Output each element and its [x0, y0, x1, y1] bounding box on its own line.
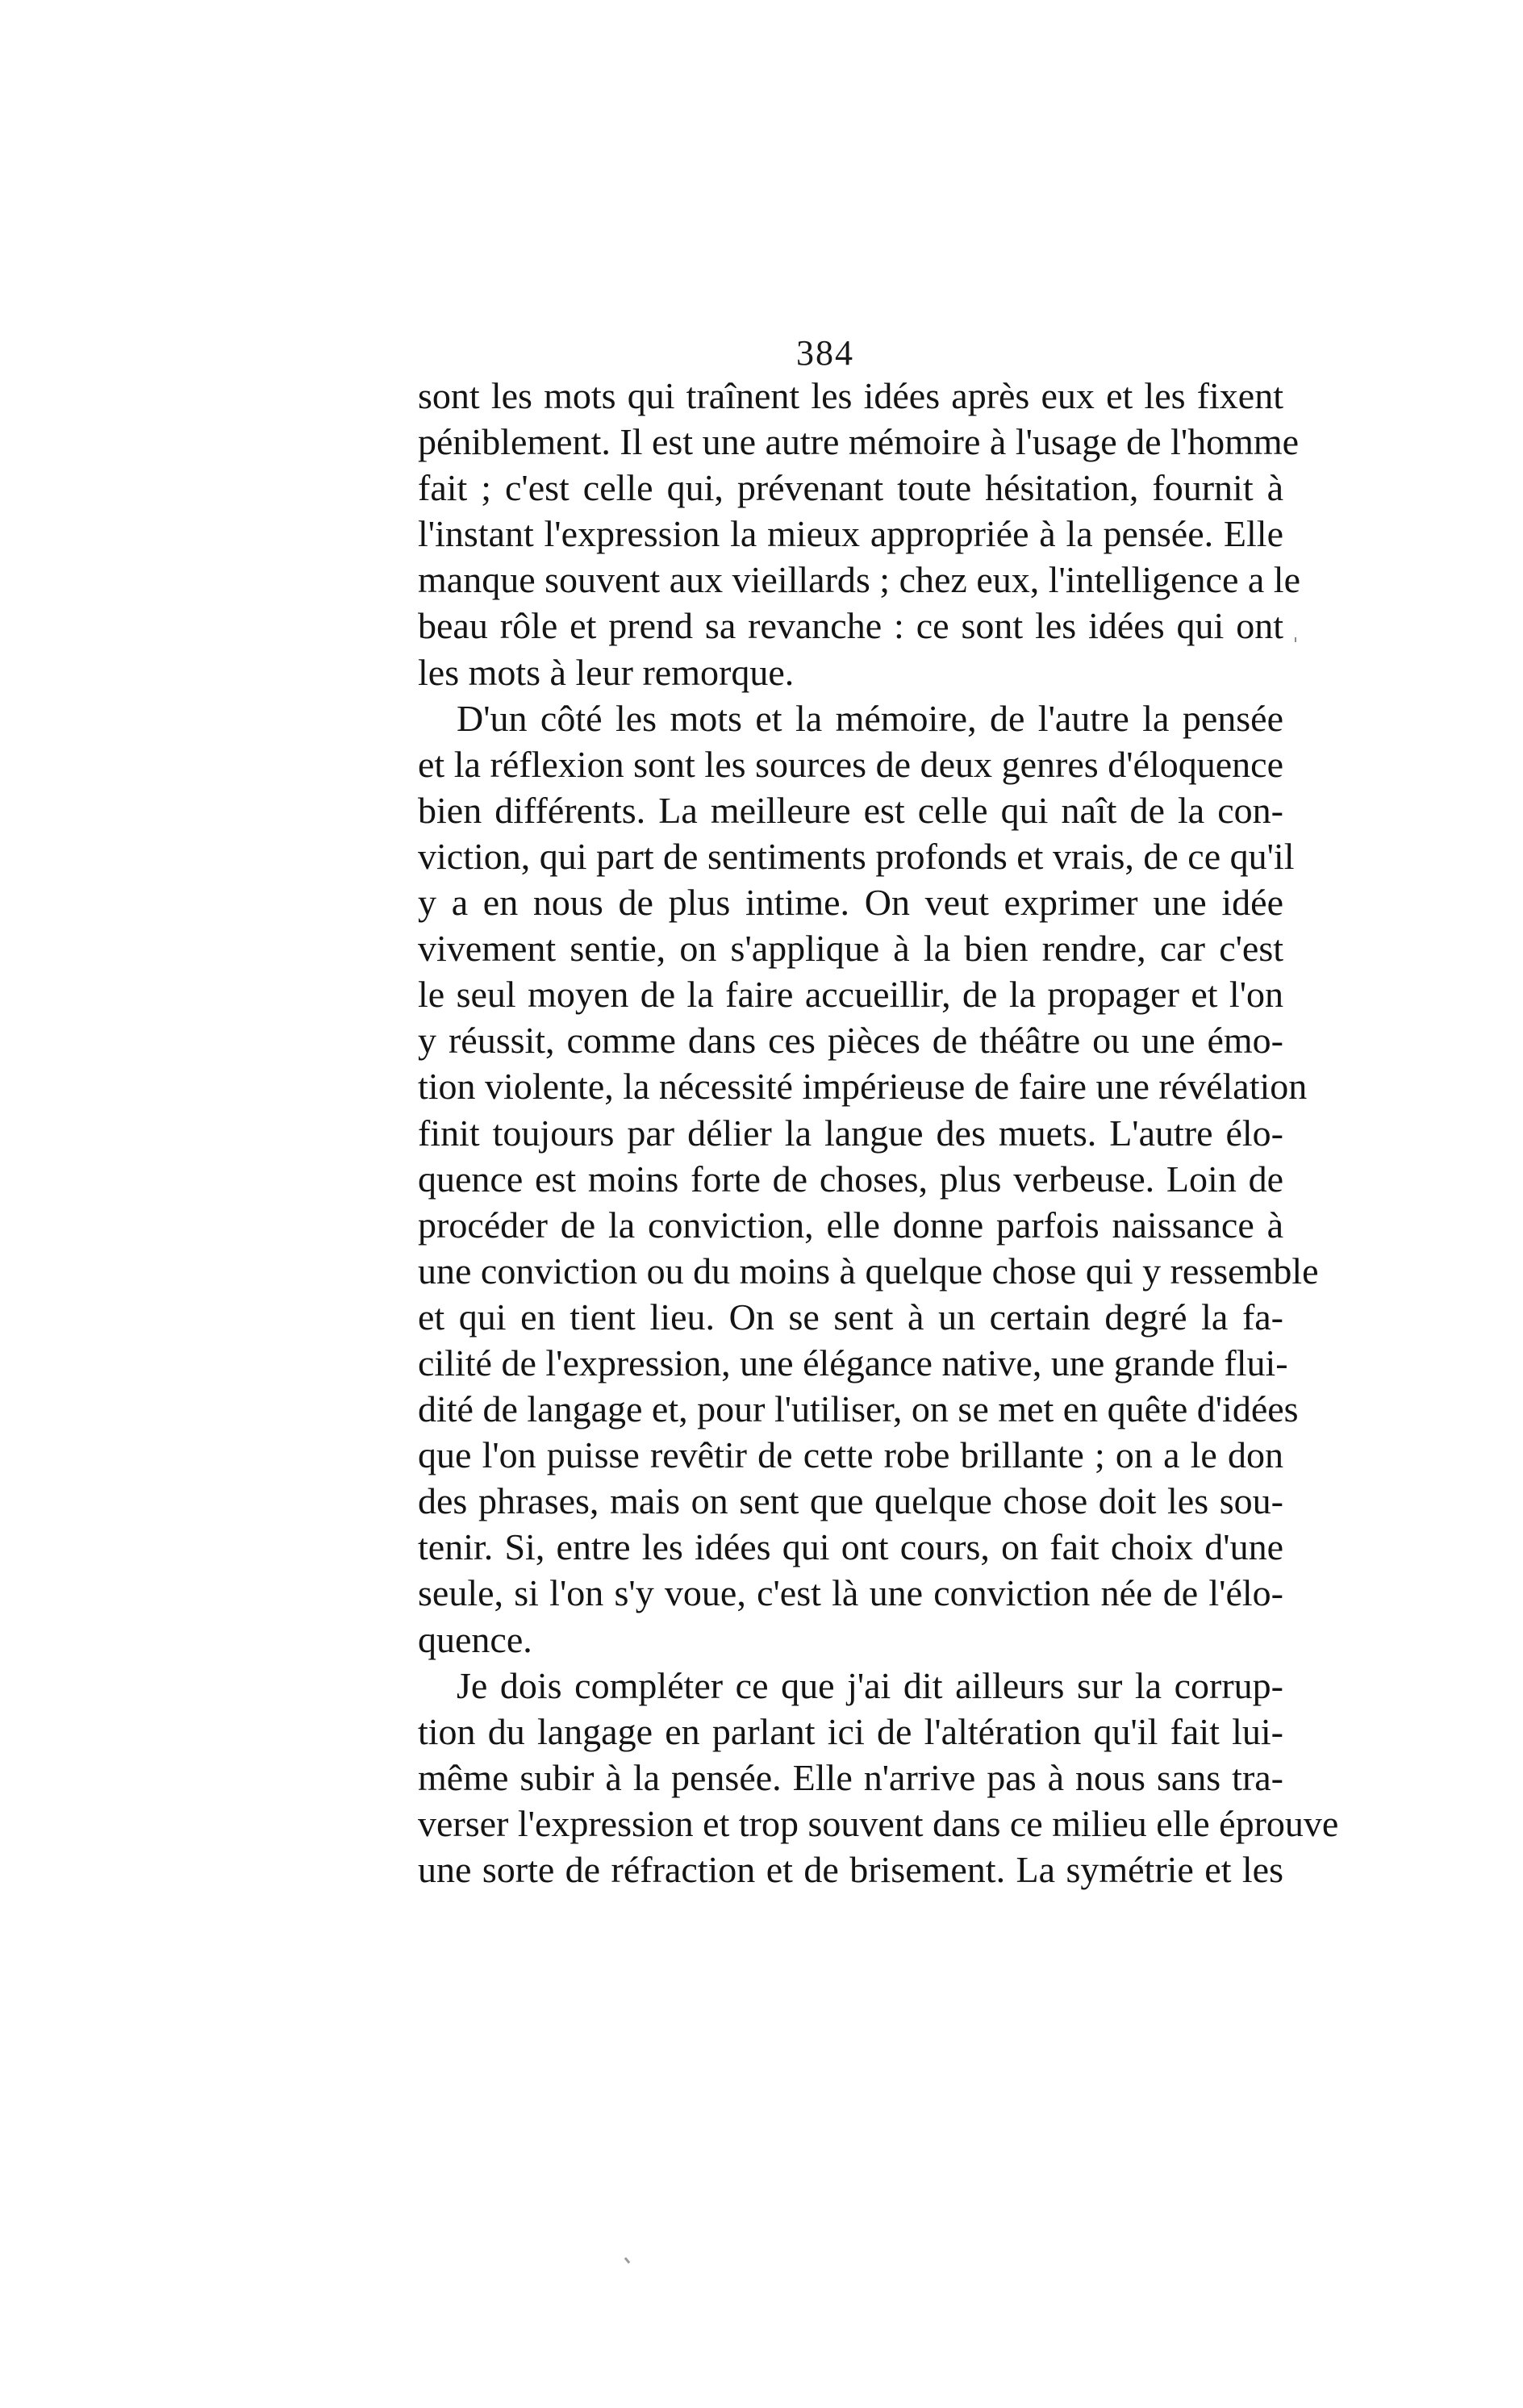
text-line: verser l'expression et trop souvent dans ce milieu elle éprouve [418, 1802, 1339, 1844]
text-line: l'instant l'expression la mieux appropriée à la pensée. Elle [418, 513, 1283, 555]
text-line: tion violente, la nécessité impérieuse de faire une révélation [418, 1066, 1308, 1108]
text-line: D'un côté les mots et la mémoire, de l'autre la pensée [457, 697, 1283, 739]
text-line: procéder de la conviction, elle donne parfois naissance à [418, 1204, 1283, 1246]
text-line: seule, si l'on s'y voue, c'est là une conviction née de l'élo- [418, 1572, 1283, 1614]
page-number: 384 [796, 333, 854, 373]
text-line: viction, qui part de sentiments profonds et vrais, de ce qu'il [418, 835, 1295, 877]
text-line: le seul moyen de la faire accueillir, de la propager et l'on [418, 974, 1283, 1016]
text-line: y réussit, comme dans ces pièces de théâtre ou une émo- [418, 1020, 1283, 1062]
text-line: dité de langage et, pour l'utiliser, on se met en quête d'idées [418, 1388, 1299, 1430]
text-line: tion du langage en parlant ici de l'altération qu'il fait lui- [418, 1710, 1283, 1752]
ink-speck [1295, 637, 1296, 642]
text-line: péniblement. Il est une autre mémoire à l'usage de l'homme [418, 421, 1300, 463]
text-line: manque souvent aux vieillards ; chez eux, l'intelligence a le [418, 559, 1301, 601]
text-line: fait ; c'est celle qui, prévenant toute hésitation, fournit à [418, 467, 1283, 509]
text-line: les mots à leur remorque. [418, 651, 795, 693]
text-line: une sorte de réfraction et de brisement. La symétrie et les [418, 1849, 1283, 1890]
text-line: et qui en tient lieu. On se sent à un certain degré la fa- [418, 1296, 1283, 1338]
ink-speck [624, 2257, 630, 2264]
text-line: Je dois compléter ce que j'ai dit ailleurs sur la corrup- [457, 1664, 1283, 1706]
text-line: sont les mots qui traînent les idées après eux et les fixent [418, 375, 1283, 416]
text-line: des phrases, mais on sent que quelque chose doit les sou- [418, 1480, 1283, 1522]
text-line: même subir à la pensée. Elle n'arrive pas à nous sans tra- [418, 1756, 1283, 1798]
text-line: finit toujours par délier la langue des muets. L'autre élo- [418, 1112, 1283, 1154]
body-text [418, 373, 1339, 1893]
text-line: bien différents. La meilleure est celle qui naît de la con- [418, 789, 1283, 831]
text-line: cilité de l'expression, une élégance native, une grande flui- [418, 1342, 1288, 1383]
text-line: vivement sentie, on s'applique à la bien rendre, car c'est [418, 928, 1283, 970]
text-line: et la réflexion sont les sources de deux genres d'éloquence [418, 743, 1283, 785]
text-line: une conviction ou du moins à quelque chose qui y ressemble [418, 1250, 1319, 1292]
text-line: quence. [418, 1618, 532, 1660]
text-line: beau rôle et prend sa revanche : ce sont les idées qui ont [418, 605, 1283, 647]
text-line: quence est moins forte de choses, plus verbeuse. Loin de [418, 1158, 1283, 1200]
text-line: que l'on puisse revêtir de cette robe brillante ; on a le don [418, 1434, 1283, 1476]
text-line: y a en nous de plus intime. On veut exprimer une idée [418, 882, 1283, 924]
text-line: tenir. Si, entre les idées qui ont cours, on fait choix d'une [418, 1526, 1283, 1568]
